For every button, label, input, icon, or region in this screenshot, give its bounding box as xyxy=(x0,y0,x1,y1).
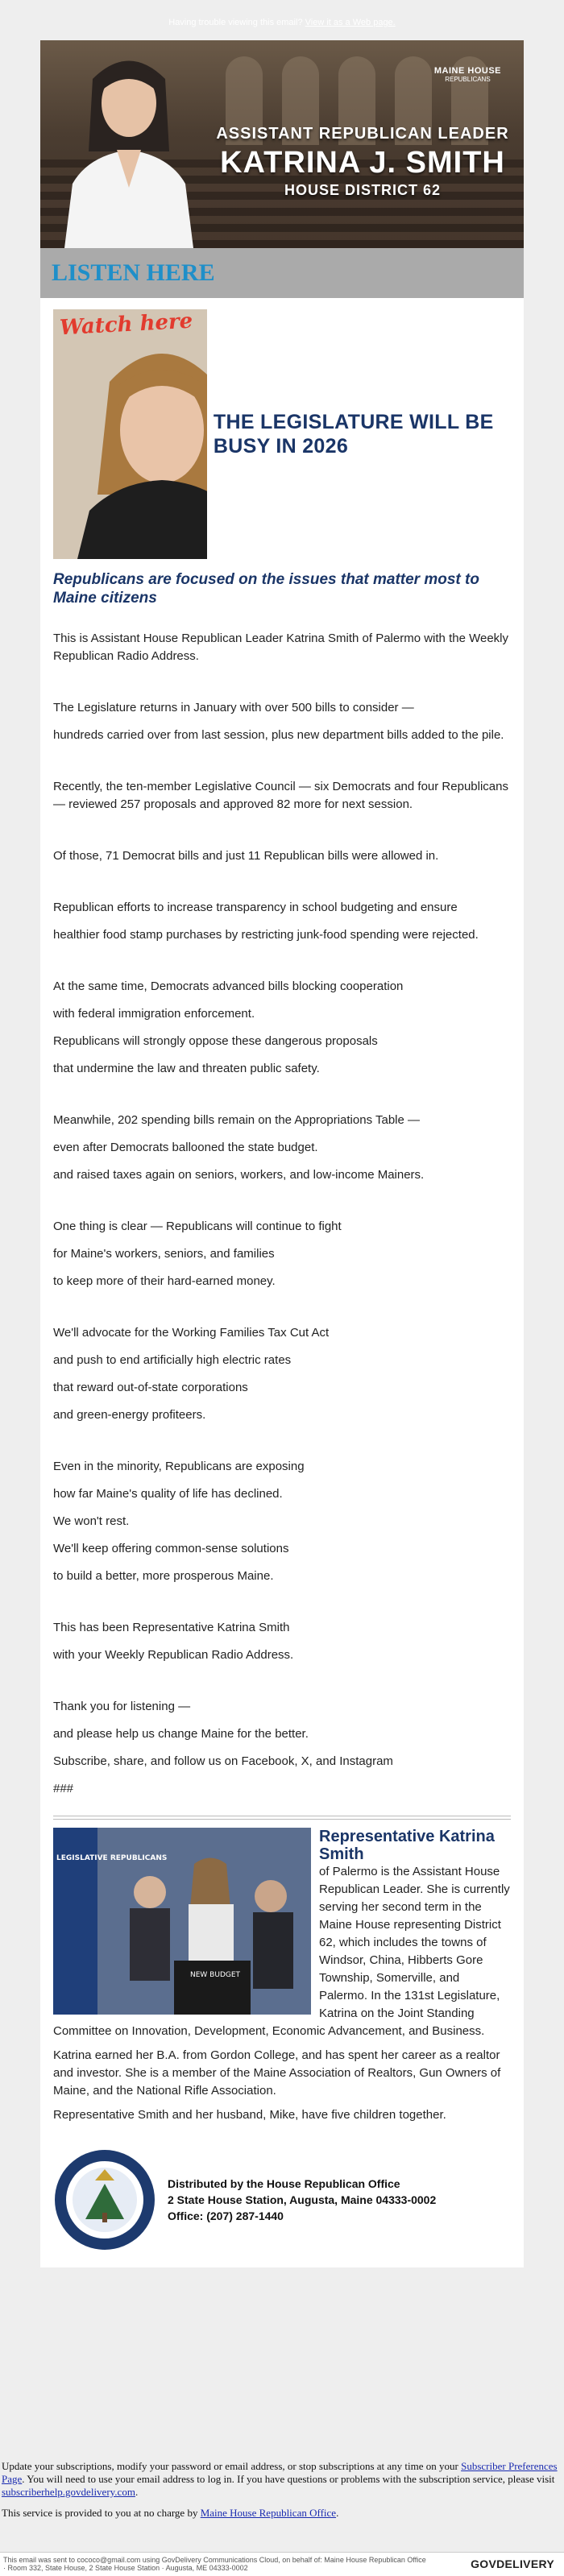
paragraph-line: that undermine the law and threaten public safety. xyxy=(53,1062,320,1075)
service-provided-text: This service is provided to you at no charge by Maine House Republican Office. xyxy=(2,2507,339,2519)
maine-house-republicans-logo: MAINE HOUSE REPUBLICANS xyxy=(433,66,501,83)
office-line-1: Distributed by the House Republican Office xyxy=(168,2177,400,2190)
paragraph-line: even after Democrats ballooned the state budget. xyxy=(53,1141,318,1154)
subscription-footer xyxy=(0,2460,564,2520)
view-as-web-page-link[interactable]: View it as a Web page. xyxy=(305,18,396,27)
maine-house-seal-icon xyxy=(53,2148,156,2251)
paragraph-line: One thing is clear — Republicans will continue to fight xyxy=(53,1220,342,1233)
paragraph-line: with federal immigration enforcement. xyxy=(53,1007,255,1021)
bio-section xyxy=(53,1828,511,2124)
paragraph-line: with your Weekly Republican Radio Address. xyxy=(53,1648,294,1662)
radio-address-body xyxy=(53,630,511,1798)
paragraph-line: and raised taxes again on seniors, workers, and low-income Mainers. xyxy=(53,1168,425,1182)
header-role: ASSISTANT REPUBLICAN LEADER xyxy=(216,125,509,143)
video-row xyxy=(53,309,511,559)
bio-paragraph-1: of Palermo is the Assistant House Republican Leader. She is currently serving her second term in the Maine House representing District 62, which includes the towns of Windsor, China, Hibberts Gore Township, Somerville, and Palermo. In the 131st Legislature, Katrina on the Joint Standing Committee on Innovation, Development, Economic Advancement, and Business. xyxy=(53,1865,510,2038)
paragraph-group xyxy=(53,1218,511,1290)
header-banner xyxy=(40,40,524,248)
office-address xyxy=(168,2176,436,2224)
paragraph-line: We won't rest. xyxy=(53,1514,130,1528)
paragraph-line: Recently, the ten-member Legislative Council — six Democrats and four Republicans — reviewed 257 proposals and approved 82 more for next session. xyxy=(53,780,508,811)
paragraph-group xyxy=(53,847,511,865)
paragraph-line: and push to end artificially high electric rates xyxy=(53,1353,292,1367)
paragraph-line: Of those, 71 Democrat bills and just 11 Republican bills were allowed in. xyxy=(53,849,439,863)
press-conference-photo xyxy=(53,1828,311,2015)
paragraph-line: ### xyxy=(53,1782,74,1795)
watch-here-label: Watch here xyxy=(59,309,193,341)
paragraph-line: to build a better, more prosperous Maine. xyxy=(53,1569,274,1583)
photo-sign-text: LEGISLATIVE REPUBLICANS xyxy=(56,1854,168,1862)
subscriber-preferences-link[interactable]: Subscriber Preferences Page xyxy=(2,2460,558,2485)
maine-house-republican-office-link[interactable]: Maine House Republican Office xyxy=(200,2507,337,2519)
listen-here-link[interactable]: LISTEN HERE xyxy=(52,259,215,286)
paragraph-line: At the same time, Democrats advanced bills blocking cooperation xyxy=(53,979,404,993)
office-line-2: 2 State House Station, Augusta, Maine 04333-0002 xyxy=(168,2193,437,2206)
office-info xyxy=(53,2148,511,2251)
paragraph-group xyxy=(53,1619,511,1664)
main-content xyxy=(40,298,524,2267)
paragraph-line: Republican efforts to increase transparency in school budgeting and ensure xyxy=(53,901,458,914)
email-container xyxy=(40,40,524,2267)
paragraph-line: This has been Representative Katrina Smith xyxy=(53,1621,290,1634)
bio-title: Representative Katrina Smith xyxy=(319,1828,495,1863)
paragraph-line: for Maine's workers, seniors, and families xyxy=(53,1247,275,1261)
paragraph-line: and please help us change Maine for the better. xyxy=(53,1727,309,1741)
paragraph-line: Republicans will strongly oppose these dangerous proposals xyxy=(53,1034,378,1048)
divider xyxy=(53,1819,511,1820)
preheader xyxy=(0,0,564,40)
paragraph-line: how far Maine's quality of life has declined. xyxy=(53,1487,283,1501)
paragraph-line: to keep more of their hard-earned money. xyxy=(53,1274,276,1288)
paragraph-group xyxy=(53,978,511,1078)
subheadline: Republicans are focused on the issues that matter most to Maine citizens xyxy=(53,571,479,607)
paragraph-line: and green-energy profiteers. xyxy=(53,1408,206,1422)
subscriber-help-link[interactable]: subscriberhelp.govdelivery.com xyxy=(2,2486,135,2498)
watch-here-video-thumbnail[interactable] xyxy=(53,309,207,559)
paragraph-line: that reward out-of-state corporations xyxy=(53,1381,248,1394)
paragraph-line: Even in the minority, Republicans are exposing xyxy=(53,1460,305,1473)
katrina-smith-portrait xyxy=(48,47,209,248)
paragraph-group xyxy=(53,1458,511,1585)
paragraph-line: We'll advocate for the Working Families Tax Cut Act xyxy=(53,1326,330,1340)
paragraph-line: healthier food stamp purchases by restricting junk-food spending were rejected. xyxy=(53,928,479,942)
paragraph-line: This is Assistant House Republican Leader Katrina Smith of Palermo with the Weekly Republican Radio Address. xyxy=(53,632,508,663)
paragraph-group xyxy=(53,778,511,814)
header-name: KATRINA J. SMITH xyxy=(220,146,505,180)
listen-bar xyxy=(40,248,524,298)
video-headline: THE LEGISLATURE WILL BE BUSY IN 2026 xyxy=(213,411,494,458)
office-phone: Office: (207) 287-1440 xyxy=(168,2209,284,2222)
bio-paragraph-2: Katrina earned her B.A. from Gordon College, and has spent her career as a realtor and investor. She is a member of the Maine Association of Realtors, Gun Owners of Maine, and the National Rifle Association. xyxy=(53,2048,501,2098)
paragraph-line: The Legislature returns in January with over 500 bills to consider — xyxy=(53,701,414,714)
bio-paragraph-3: Representative Smith and her husband, Mike, have five children together. xyxy=(53,2108,446,2122)
paragraph-line: Meanwhile, 202 spending bills remain on the Appropriations Table — xyxy=(53,1113,421,1127)
header-title-block xyxy=(201,125,524,199)
sent-to-text: This email was sent to cococo@gmail.com using GovDelivery Communications Cloud, on behalf of: Maine House Republican Office · Room 332, State House, 2 State House Station · Augusta, ME 04333-0002 xyxy=(3,2556,426,2572)
paragraph-line: hundreds carried over from last session, plus new department bills added to the pile. xyxy=(53,728,504,742)
paragraph-group xyxy=(53,1698,511,1798)
manage-subscription-text: Update your subscriptions, modify your password or email address, or stop subscriptions at any time on your Subscriber Preferences Page. You will need to use your email address to log in. If you have questions or problems with the subscription service, please visit subscriberhelp.govdelivery.com. xyxy=(2,2460,558,2498)
podium-sign-text: NEW BUDGET xyxy=(190,1971,241,1979)
video-portrait xyxy=(53,309,207,559)
paragraph-group xyxy=(53,630,511,665)
govdelivery-logo[interactable]: GOVDELIVERY xyxy=(471,2557,554,2570)
paragraph-line: Thank you for listening — xyxy=(53,1700,191,1713)
header-district: HOUSE DISTRICT 62 xyxy=(284,182,442,198)
paragraph-line: Subscribe, share, and follow us on Facebook, X, and Instagram xyxy=(53,1754,393,1768)
paragraph-line: We'll keep offering common-sense solutions xyxy=(53,1542,289,1555)
paragraph-group xyxy=(53,899,511,944)
preheader-text: Having trouble viewing this email? xyxy=(168,18,303,27)
govdelivery-bar xyxy=(0,2552,564,2576)
paragraph-group xyxy=(53,1324,511,1424)
paragraph-group xyxy=(53,699,511,744)
paragraph-group xyxy=(53,1112,511,1184)
